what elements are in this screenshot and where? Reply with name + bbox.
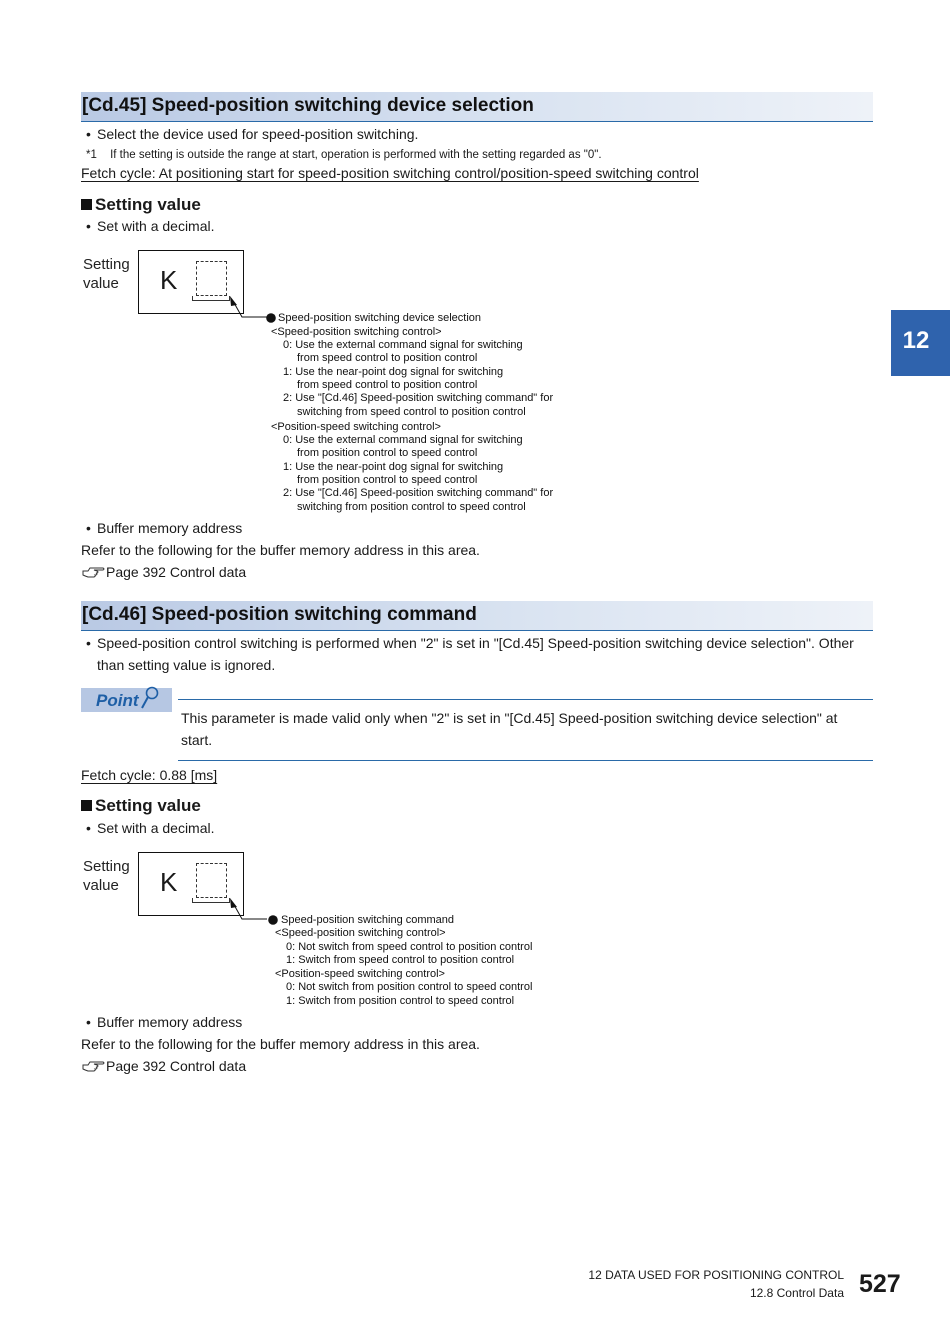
bullet-dot-icon bbox=[266, 313, 276, 323]
k-label-2: K bbox=[160, 867, 178, 897]
bullet-dot-icon bbox=[268, 915, 278, 925]
setting-label-2: Setting value bbox=[83, 858, 130, 894]
footer-chapter: 12 DATA USED FOR POSITIONING CONTROL bbox=[588, 1268, 844, 1282]
fetch-cycle-cd45: Fetch cycle: At positioning start for speed-position switching control/position-speed switching control bbox=[81, 165, 699, 181]
square-bullet-icon bbox=[81, 800, 92, 811]
section-cd45-header bbox=[81, 92, 873, 122]
refer-text-1: Refer to the following for the buffer memory address in this area. bbox=[81, 542, 480, 558]
point-text-line1: This parameter is made valid only when "2" is set in "[Cd.45] Speed-position switching device selection" at bbox=[181, 710, 838, 726]
footnote bbox=[86, 149, 602, 161]
square-bullet-icon bbox=[81, 199, 92, 210]
bullet-dot-icon: • bbox=[86, 1014, 91, 1030]
footnote-text: If the setting is outside the range at start, operation is performed with the setting regarded as "0". bbox=[110, 149, 602, 161]
section-cd46-title: [Cd.46] Speed-position switching command bbox=[82, 604, 477, 625]
bullet-dot-icon: • bbox=[86, 126, 91, 142]
bullet-dot-icon: • bbox=[86, 218, 91, 234]
value-placeholder-2 bbox=[196, 863, 227, 898]
page-ref-link-2[interactable] bbox=[82, 1055, 246, 1077]
point-bottom-rule bbox=[178, 760, 873, 761]
magnifier-icon bbox=[140, 686, 160, 712]
point-text-line2: start. bbox=[181, 732, 213, 748]
footnote-mark: *1 bbox=[86, 149, 97, 161]
pointing-hand-icon bbox=[82, 1058, 106, 1072]
chapter-tab-number: 12 bbox=[902, 327, 930, 354]
page-ref-link-1[interactable] bbox=[82, 561, 246, 583]
footer-section: 12.8 Control Data bbox=[749, 1286, 844, 1300]
bullet-dot-icon: • bbox=[86, 635, 91, 651]
refer-text-2: Refer to the following for the buffer memory address in this area. bbox=[81, 1036, 480, 1052]
page-ref-text-1: Page 392 Control data bbox=[106, 564, 247, 580]
setting-value-heading-1: Setting value bbox=[81, 195, 201, 215]
point-label: Point bbox=[96, 691, 139, 710]
bullet-dot-icon: • bbox=[86, 820, 91, 836]
chapter-tab bbox=[891, 310, 950, 376]
page-number: 527 bbox=[859, 1270, 901, 1298]
bullet-dot-icon: • bbox=[86, 520, 91, 536]
setting-label-1: Setting value bbox=[83, 256, 130, 292]
k-label-1: K bbox=[160, 265, 178, 295]
point-top-rule bbox=[178, 699, 873, 700]
point-badge bbox=[81, 688, 172, 712]
setting-value-heading-2: Setting value bbox=[81, 796, 201, 816]
section-cd46-header bbox=[81, 601, 873, 631]
pointing-hand-icon bbox=[82, 564, 106, 578]
fetch-cycle-cd46: Fetch cycle: 0.88 [ms] bbox=[81, 767, 218, 783]
section-cd45-title: [Cd.45] Speed-position switching device selection bbox=[82, 95, 534, 116]
value-placeholder-1 bbox=[196, 261, 227, 296]
page-ref-text-2: Page 392 Control data bbox=[106, 1058, 247, 1074]
